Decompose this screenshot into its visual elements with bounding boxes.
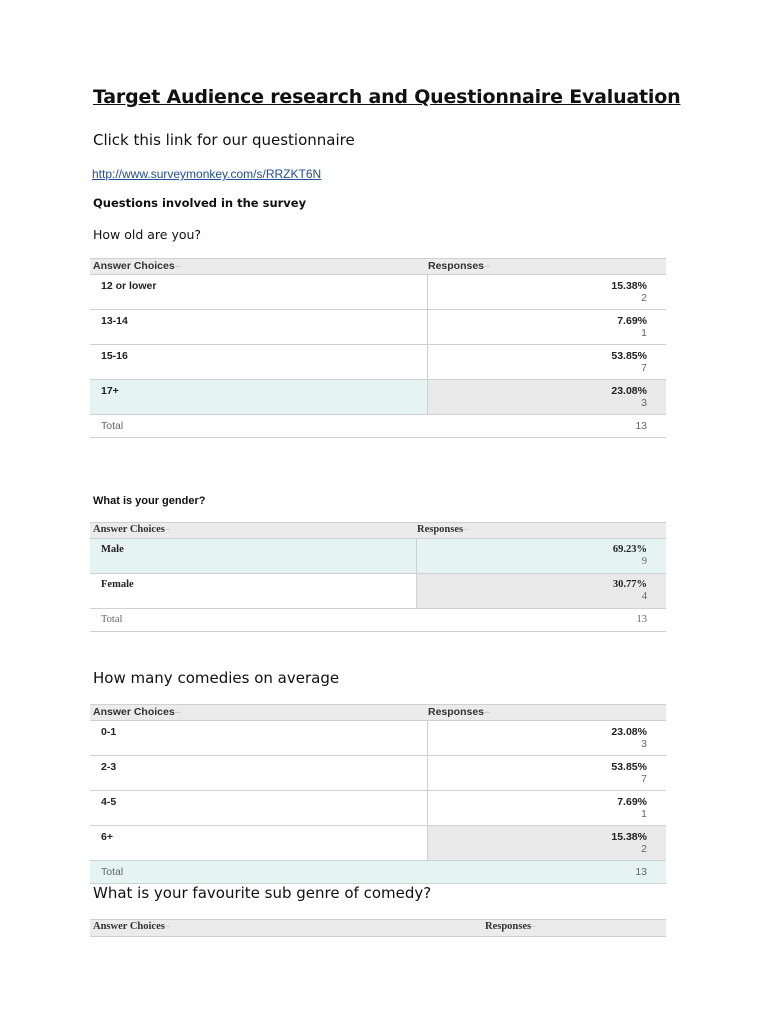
- response-percent: 23.08%: [611, 385, 647, 397]
- table-row: [90, 574, 666, 609]
- response-percent: 7.69%: [617, 315, 647, 327]
- table-header: [90, 522, 666, 539]
- response-count: 1: [641, 808, 647, 820]
- answer-label: 15-16: [101, 350, 128, 362]
- answer-choices-header: Answer Choices: [93, 524, 165, 535]
- total-row: [90, 609, 666, 632]
- answer-choices-header: Answer Choices: [93, 260, 175, 272]
- response-percent: 53.85%: [611, 761, 647, 773]
- response-percent: 69.23%: [612, 544, 647, 555]
- total-label: Total: [101, 420, 124, 432]
- table-row: [90, 539, 666, 574]
- table-row: [90, 826, 666, 861]
- response-count: 3: [641, 397, 647, 409]
- question-comedies: How many comedies on average: [93, 669, 340, 687]
- sort-dash: –: [463, 524, 469, 535]
- responses-header: Responses: [428, 706, 485, 718]
- table-row: [90, 345, 666, 380]
- answer-choices-header: Answer Choices: [93, 706, 175, 718]
- answer-label: 0-1: [101, 726, 117, 738]
- page-title: Target Audience research and Questionnaire Evaluation: [93, 86, 681, 108]
- responses-header: Responses: [417, 524, 464, 535]
- table-row: [90, 791, 666, 826]
- answer-label: Male: [101, 544, 124, 555]
- survey-link[interactable]: http://www.surveymonkey.com/s/RRZKT6N: [92, 167, 322, 181]
- answer-label: 2-3: [101, 761, 117, 773]
- response-count: 7: [641, 362, 647, 374]
- response-count: 9: [641, 556, 647, 567]
- answer-label: 4-5: [101, 796, 117, 808]
- total-row: [90, 861, 666, 884]
- gender-table: [90, 522, 666, 632]
- response-percent: 15.38%: [611, 280, 647, 292]
- sort-dash: –: [484, 260, 490, 272]
- response-count: 2: [641, 292, 647, 304]
- sort-dash: –: [164, 524, 171, 535]
- total-count: 13: [635, 866, 647, 878]
- questions-heading: Questions involved in the survey: [93, 196, 307, 210]
- answer-label: 17+: [101, 385, 119, 397]
- total-count: 13: [635, 420, 647, 432]
- response-count: 4: [641, 591, 647, 602]
- response-percent: 23.08%: [611, 726, 647, 738]
- table-row: [90, 380, 666, 415]
- table-row: [90, 721, 666, 756]
- sort-dash: –: [174, 706, 181, 718]
- total-label: Total: [101, 866, 124, 878]
- table-row: [90, 756, 666, 791]
- table-row: [90, 275, 666, 310]
- link-heading: Click this link for our questionnaire: [93, 131, 355, 149]
- response-percent: 30.77%: [612, 579, 647, 590]
- total-label: Total: [101, 614, 123, 625]
- response-percent: 7.69%: [617, 796, 647, 808]
- response-count: 2: [641, 843, 647, 855]
- question-age: How old are you?: [93, 227, 202, 242]
- sort-dash: –: [531, 921, 537, 932]
- sort-dash: –: [484, 706, 490, 718]
- response-count: 3: [641, 738, 647, 750]
- table-header: [90, 258, 666, 275]
- question-gender: What is your gender?: [93, 495, 206, 507]
- total-row: [90, 415, 666, 438]
- answer-label: 12 or lower: [101, 280, 157, 292]
- response-percent: 53.85%: [611, 350, 647, 362]
- sort-dash: –: [164, 921, 171, 932]
- table-row: [90, 310, 666, 345]
- table-header: [90, 704, 666, 721]
- answer-choices-header: Answer Choices: [93, 921, 165, 932]
- response-percent: 15.38%: [611, 831, 647, 843]
- answer-label: Female: [101, 579, 134, 590]
- total-count: 13: [636, 614, 647, 625]
- subgenre-table: [90, 919, 666, 937]
- responses-header: Responses: [485, 921, 532, 932]
- table-header: [90, 919, 666, 937]
- response-count: 1: [641, 327, 647, 339]
- question-subgenre: What is your favourite sub genre of comedy?: [93, 884, 432, 902]
- sort-dash: –: [174, 260, 181, 272]
- responses-header: Responses: [428, 260, 485, 272]
- answer-label: 13-14: [101, 315, 128, 327]
- comedies-table: [90, 704, 666, 884]
- response-count: 7: [641, 773, 647, 785]
- answer-label: 6+: [101, 831, 113, 843]
- age-table: [90, 258, 666, 438]
